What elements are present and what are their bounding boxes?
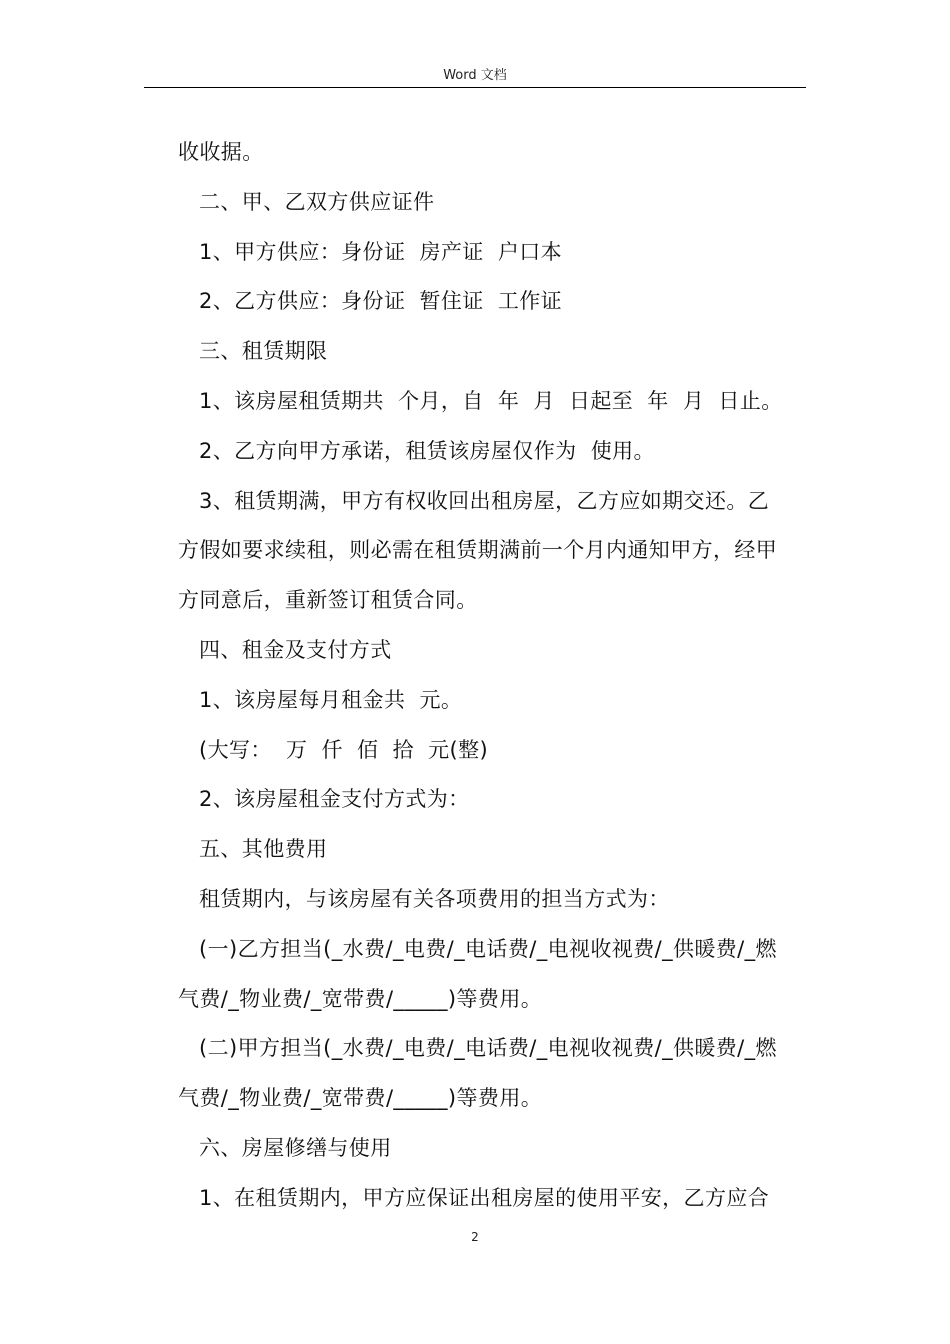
document-body [178, 128, 808, 1224]
header-title: Word 文档 [443, 68, 507, 83]
paragraph-line: 气费/_物业费/_宽带费/_____)等费用。 [178, 986, 543, 1011]
paragraph-line: 租赁期内，与该房屋有关各项费用的担当方式为： [199, 886, 670, 911]
paragraph-line: 1、在租赁期内，甲方应保证出租房屋的使用平安，乙方应合 [199, 1185, 770, 1210]
paragraph-line: (一)乙方担当(_水费/_电费/_电话费/_电视收视费/_供暖费/_燃 [199, 936, 777, 961]
paragraph-line: 1、该房屋每月租金共 元。 [199, 687, 463, 712]
paragraph-line: 气费/_物业费/_宽带费/_____)等费用。 [178, 1086, 543, 1111]
section-heading: 三、租赁期限 [199, 339, 328, 364]
section-heading: 四、租金及支付方式 [199, 637, 392, 662]
paragraph-line: 收收据。 [178, 140, 264, 164]
paragraph-line: 2、乙方向甲方承诺，租赁该房屋仅作为 使用。 [199, 438, 655, 463]
section-heading: 五、其他费用 [199, 837, 328, 862]
paragraph-line: (二)甲方担当(_水费/_电费/_电话费/_电视收视费/_供暖费/_燃 [199, 1036, 777, 1061]
paragraph-line: 2、乙方供应：身份证 暂住证 工作证 [199, 289, 563, 314]
paragraph-line: 方假如要求续租，则必需在租赁期满前一个月内通知甲方，经甲 [178, 538, 778, 563]
paragraph-line: 3、租赁期满，甲方有权收回出租房屋，乙方应如期交还。乙 [199, 488, 770, 513]
paragraph-line: 1、甲方供应：身份证 房产证 户口本 [199, 239, 563, 264]
paragraph-line: (大写： 万 仟 佰 拾 元(整) [199, 737, 489, 762]
section-heading: 六、房屋修缮与使用 [199, 1135, 392, 1160]
section-heading: 二、甲、乙双方供应证件 [199, 189, 435, 214]
paragraph-line: 1、该房屋租赁期共 个月，自 年 月 日起至 年 月 日止。 [199, 388, 783, 413]
paragraph-line: 方同意后，重新签订租赁合同。 [178, 588, 478, 613]
header-divider [144, 87, 806, 88]
page-number: 2 [471, 1230, 479, 1244]
paragraph-line: 2、该房屋租金支付方式为： [199, 787, 470, 812]
